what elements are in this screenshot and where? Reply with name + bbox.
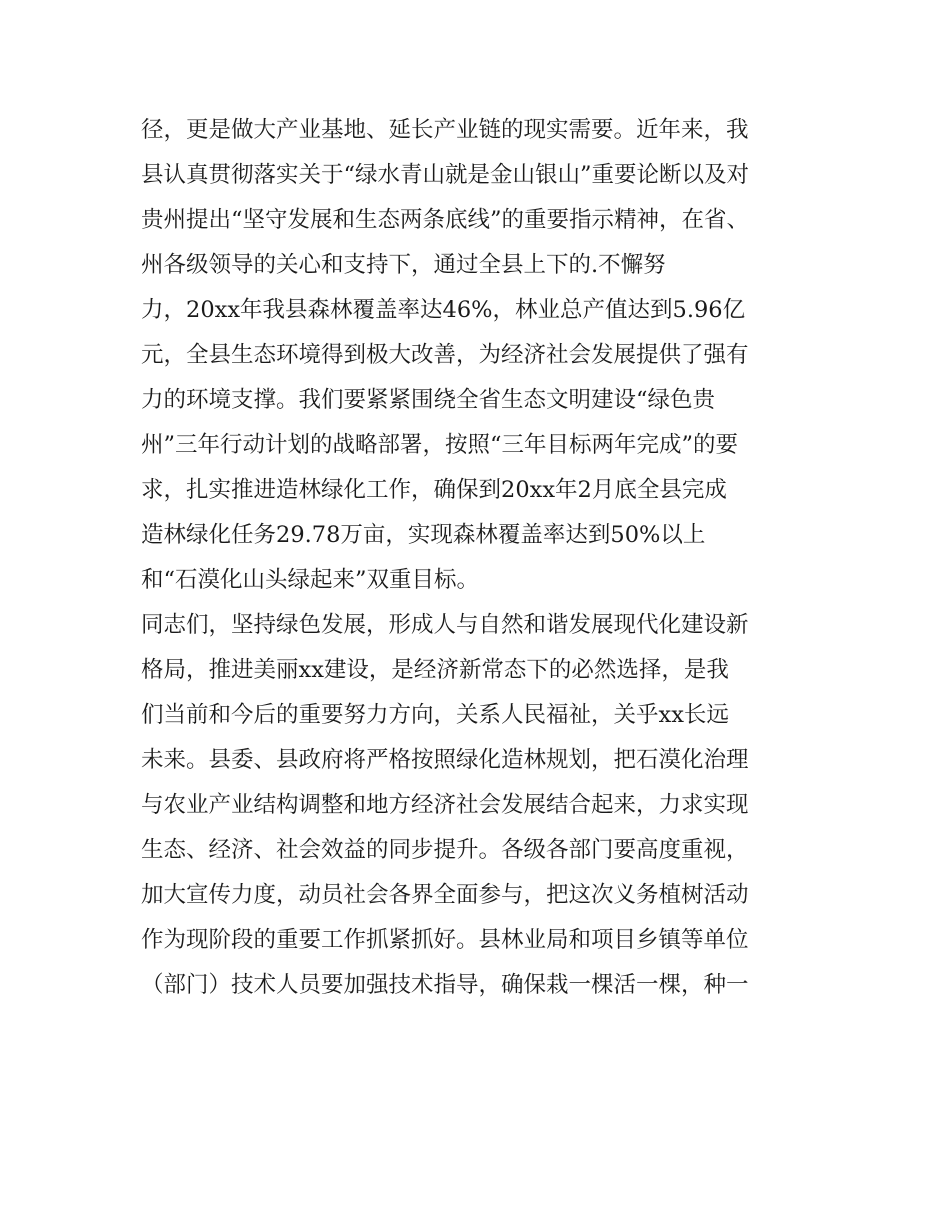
text-line: 造林绿化任务29.78万亩，实现森林覆盖率达到50%以上: [141, 522, 706, 548]
text-line: 径，更是做大产业基地、延长产业链的现实需要。近年来，我: [141, 117, 749, 143]
text-line: 求，扎实推进造林绿化工作，确保到20xx年2月底全县完成: [141, 477, 727, 503]
text-line: 州”三年行动计划的战略部署，按照“三年目标两年完成”的要: [141, 432, 739, 458]
text-line: 生态、经济、社会效益的同步提升。各级各部门要高度重视，: [141, 837, 749, 863]
text-line: 贵州提出“坚守发展和生态两条底线”的重要指示精神，在省、: [141, 207, 750, 233]
text-line: 元，全县生态环境得到极大改善，为经济社会发展提供了强有: [141, 342, 749, 368]
text-line: 力，20xx年我县森林覆盖率达46%，林业总产值达到5.96亿: [141, 297, 746, 323]
text-line: 与农业产业结构调整和地方经济社会发展结合起来，力求实现: [141, 792, 749, 818]
text-line: 们当前和今后的重要努力方向，关系人民福祉，关乎xx长远: [141, 702, 729, 728]
text-line: 力的环境支撑。我们要紧紧围绕全省生态文明建设“绿色贵: [141, 387, 716, 413]
text-line: 未来。县委、县政府将严格按照绿化造林规划，把石漠化治理: [141, 747, 749, 773]
text-line: 县认真贯彻落实关于“绿水青山就是金山银山”重要论断以及对: [141, 162, 750, 188]
text-line: 和“石漠化山头绿起来”双重目标。: [141, 567, 480, 593]
text-line: 州各级领导的关心和支持下，通过全县上下的.不懈努: [141, 252, 666, 278]
text-line: （部门）技术人员要加强技术指导，确保栽一棵活一棵，种一: [141, 972, 749, 998]
text-line: 加大宣传力度，动员社会各界全面参与，把这次义务植树活动: [141, 882, 749, 908]
paragraph-start-line: 同志们，坚持绿色发展，形成人与自然和谐发展现代化建设新: [141, 612, 749, 638]
text-line: 作为现阶段的重要工作抓紧抓好。县林业局和项目乡镇等单位: [141, 927, 749, 953]
text-line: 格局，推进美丽xx建设，是经济新常态下的必然选择，是我: [141, 657, 729, 683]
